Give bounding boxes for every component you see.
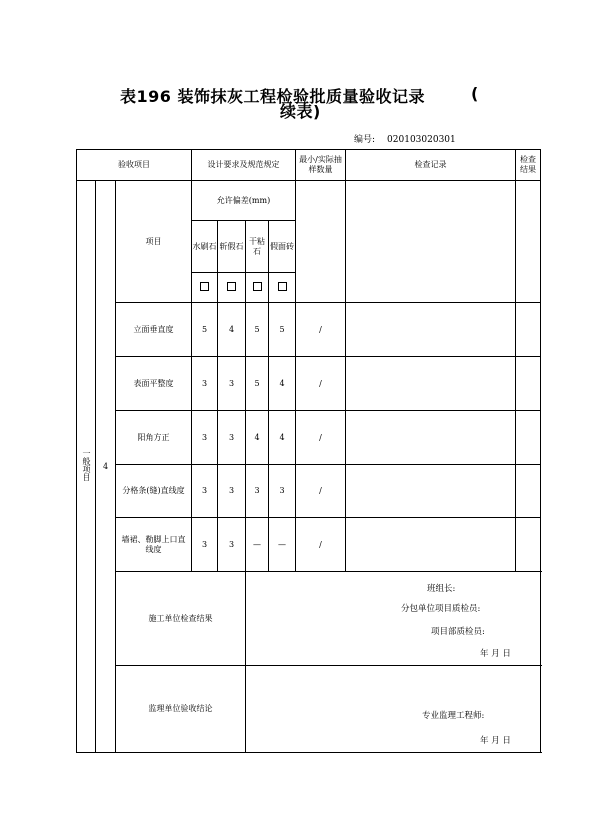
item-label-cell: 项目 — [116, 181, 192, 303]
doc-number — [354, 132, 456, 145]
checkbox-1[interactable] — [192, 273, 218, 303]
checkbox-2[interactable] — [218, 273, 246, 303]
row-value: 5 — [246, 357, 269, 411]
supervision-date: 年 月 日 — [480, 736, 511, 746]
form-title-paren: ( — [471, 84, 479, 103]
dept-inspector-label: 项目部质检员: — [431, 627, 485, 637]
row-value: 5 — [269, 303, 296, 357]
sub-inspector-label: 分包单位项目质检员: — [401, 604, 481, 614]
material-3: 干粘石 — [246, 221, 269, 273]
row-sample: / — [296, 518, 346, 572]
row-value: — — [269, 518, 296, 572]
row-sample: / — [296, 357, 346, 411]
checkbox-icon[interactable] — [253, 282, 262, 291]
construction-label: 施工单位检查结果 — [116, 572, 246, 666]
allowed-deviation-header: 允许偏差(mm) — [192, 181, 296, 221]
row-record[interactable] — [346, 303, 516, 357]
row-value: 4 — [218, 303, 246, 357]
row-value: 4 — [269, 357, 296, 411]
row-record[interactable] — [346, 465, 516, 518]
checkbox-icon[interactable] — [227, 282, 236, 291]
header-record: 检查记录 — [346, 150, 516, 181]
row-result[interactable] — [516, 465, 541, 518]
header-sample: 最小/实际抽样数量 — [296, 150, 346, 181]
row-result[interactable] — [516, 303, 541, 357]
row-value: 3 — [218, 357, 246, 411]
team-leader-label: 班组长: — [427, 584, 456, 594]
row-value: 3 — [192, 518, 218, 572]
engineer-label: 专业监理工程师: — [422, 711, 485, 721]
material-2: 斩假石 — [218, 221, 246, 273]
record-empty — [346, 181, 516, 303]
row-sample: / — [296, 411, 346, 465]
result-empty — [516, 181, 541, 303]
header-design: 设计要求及规范规定 — [192, 150, 296, 181]
row-value: 3 — [192, 465, 218, 518]
supervision-signoff[interactable] — [246, 666, 541, 753]
header-result: 检查结果 — [516, 150, 541, 181]
row-value: — — [246, 518, 269, 572]
row-value: 4 — [246, 411, 269, 465]
row-value: 3 — [218, 518, 246, 572]
material-4: 假面砖 — [269, 221, 296, 273]
doc-number-value: 020103020301 — [387, 135, 456, 145]
checkbox-4[interactable] — [269, 273, 296, 303]
row-record[interactable] — [346, 357, 516, 411]
row-result[interactable] — [516, 357, 541, 411]
construction-date: 年 月 日 — [480, 649, 511, 659]
row-value: 4 — [269, 411, 296, 465]
row-value: 3 — [192, 357, 218, 411]
row-record[interactable] — [346, 411, 516, 465]
row-record[interactable] — [346, 518, 516, 572]
row-value: 3 — [192, 411, 218, 465]
row-sample: / — [296, 465, 346, 518]
header-item: 验收项目 — [77, 150, 192, 181]
supervision-label: 监理单位验收结论 — [116, 666, 246, 753]
category-cell: 一般项目 — [77, 181, 96, 753]
row-name: 立面垂直度 — [116, 303, 192, 357]
row-value: 3 — [269, 465, 296, 518]
checkbox-3[interactable] — [246, 273, 269, 303]
construction-signoff[interactable] — [246, 572, 541, 666]
row-value: 5 — [246, 303, 269, 357]
row-name: 表面平整度 — [116, 357, 192, 411]
inspection-table — [76, 149, 541, 753]
row-value: 3 — [218, 465, 246, 518]
form-title: 表196 装饰抹灰工程检验批质量验收记录 — [120, 87, 425, 106]
form-title-continued: 续表) — [280, 102, 321, 121]
sample-empty — [296, 181, 346, 303]
row-name: 分格条(缝)直线度 — [116, 465, 192, 518]
checkbox-icon[interactable] — [200, 282, 209, 291]
seq-cell: 4 — [96, 181, 116, 753]
doc-number-label: 编号: — [354, 135, 376, 145]
row-sample: / — [296, 303, 346, 357]
row-result[interactable] — [516, 518, 541, 572]
row-value: 3 — [246, 465, 269, 518]
row-name: 墙裙、勒脚上口直线度 — [116, 518, 192, 572]
material-1: 水刷石 — [192, 221, 218, 273]
row-value: 5 — [192, 303, 218, 357]
row-result[interactable] — [516, 411, 541, 465]
checkbox-icon[interactable] — [278, 282, 287, 291]
row-name: 阳角方正 — [116, 411, 192, 465]
row-value: 3 — [218, 411, 246, 465]
